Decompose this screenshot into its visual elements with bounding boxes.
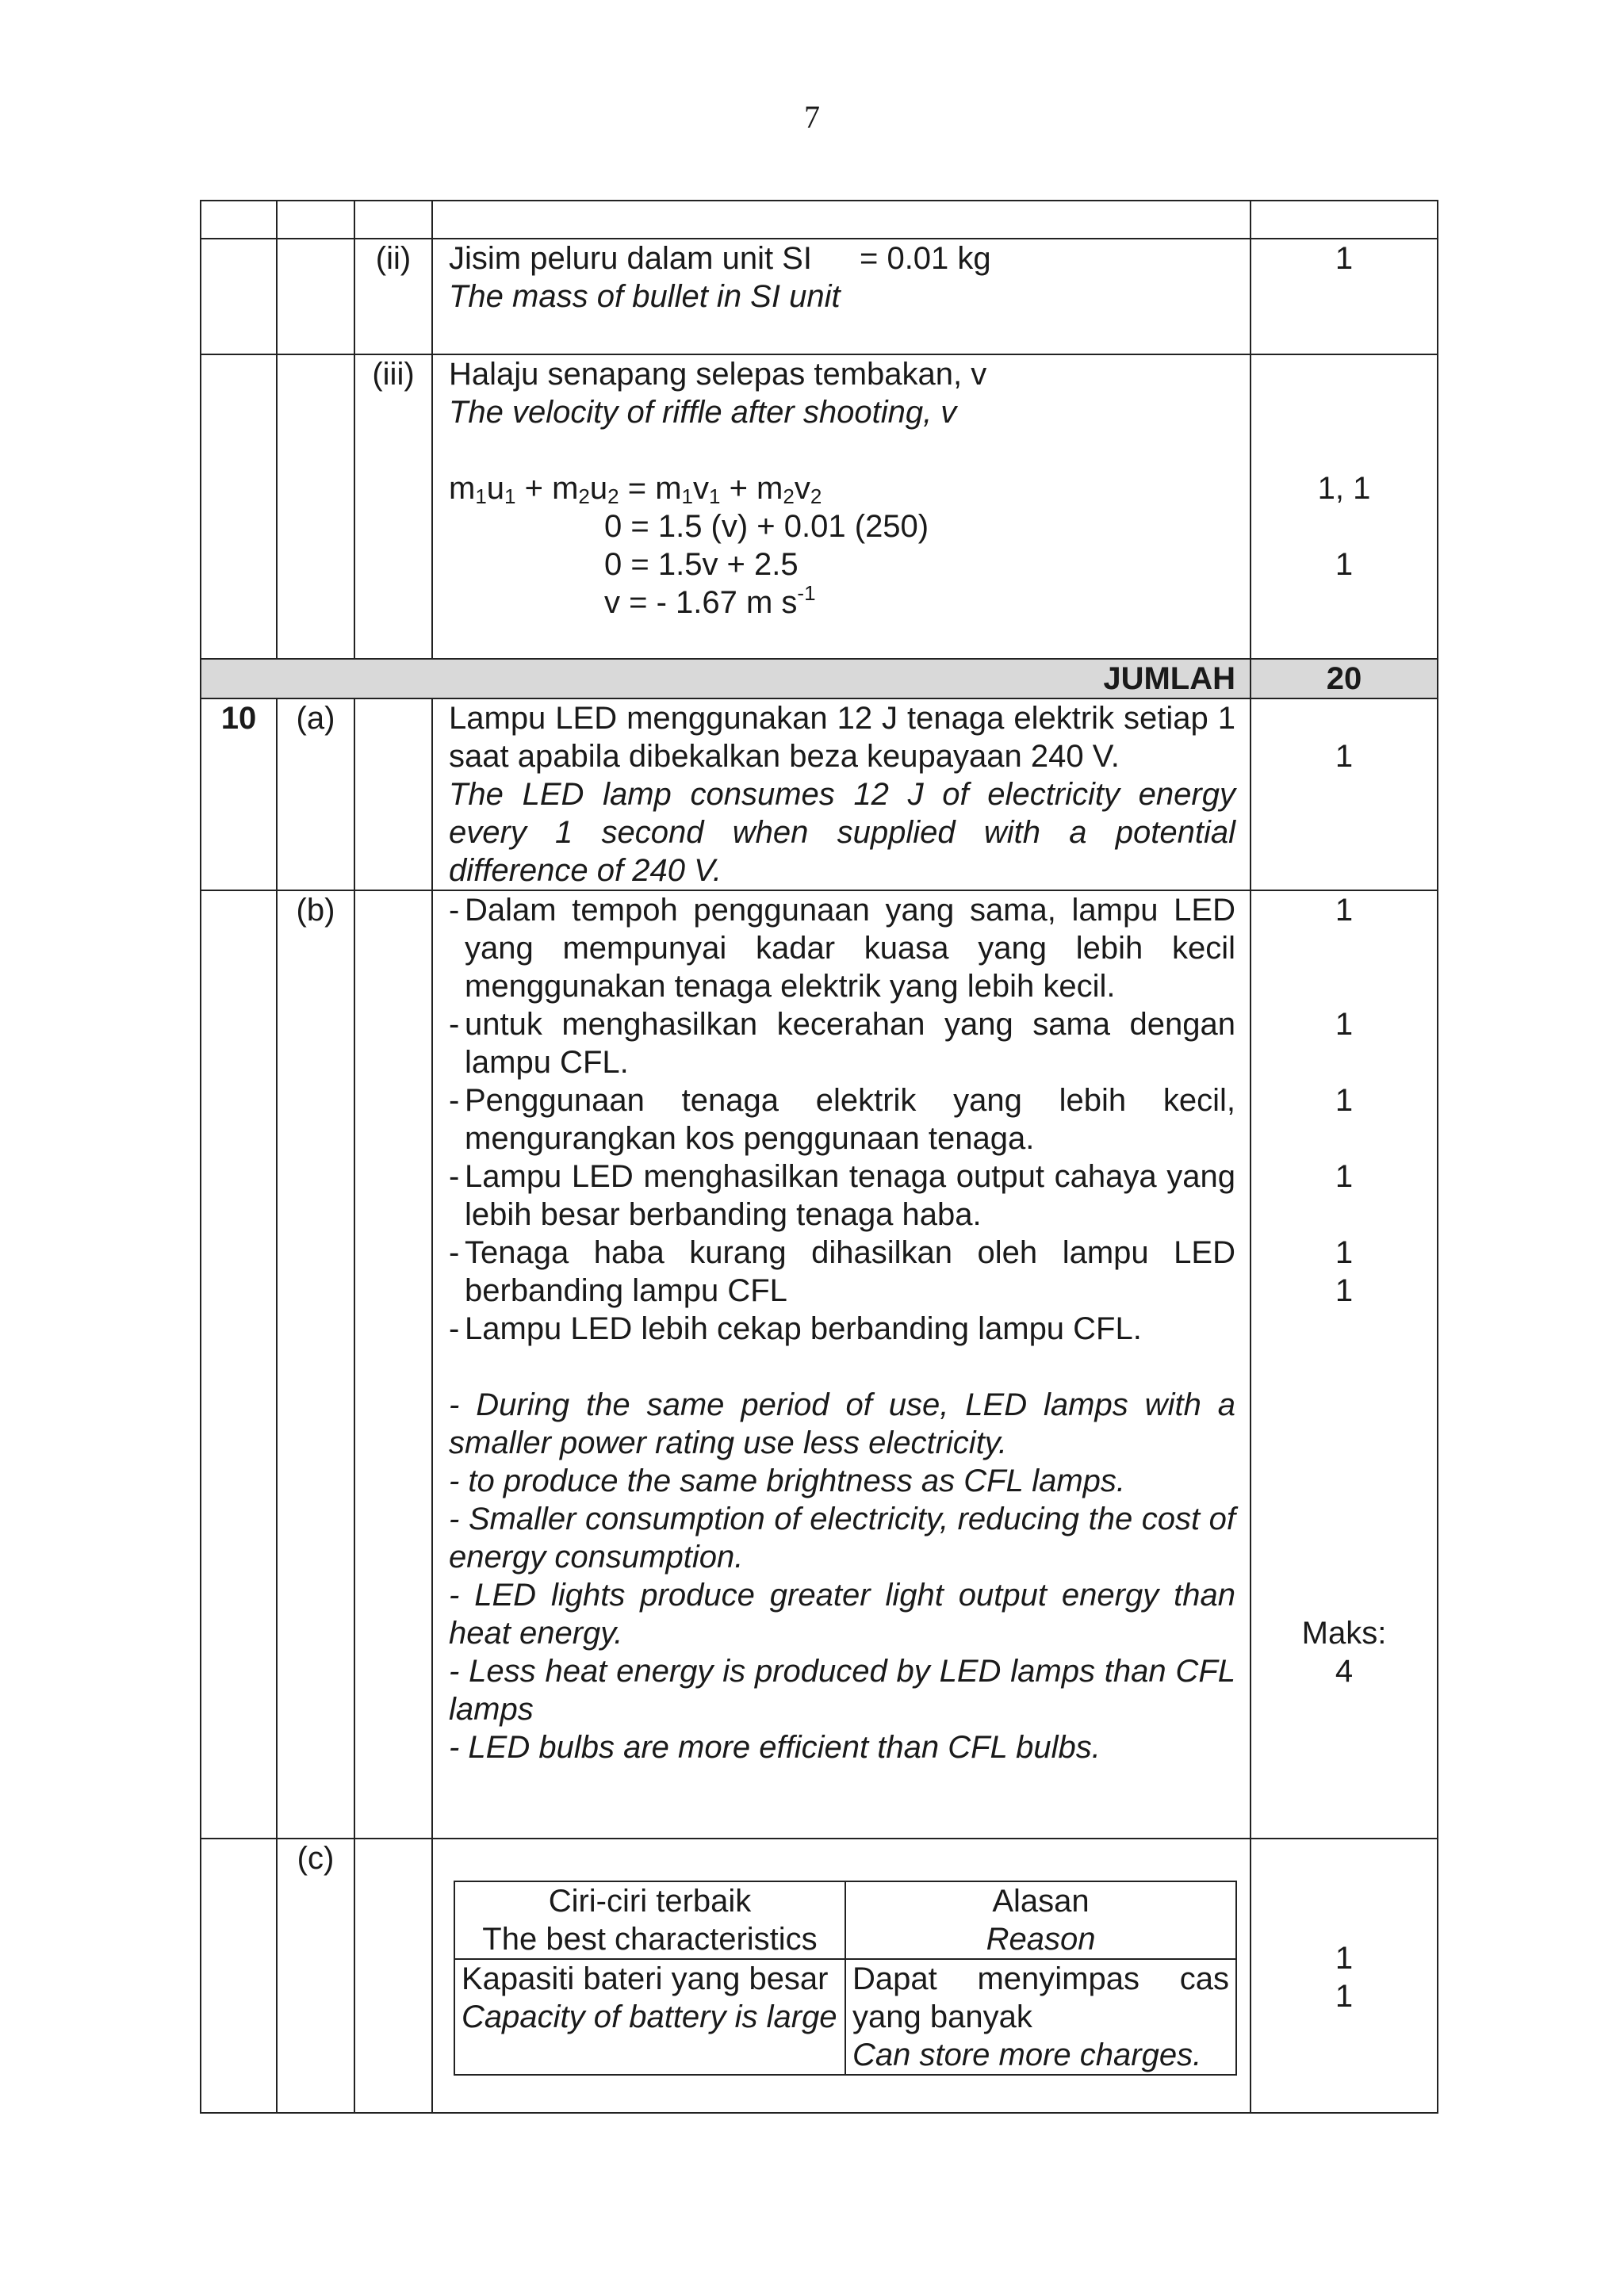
list-item-en: - LED lights produce greater light output energy than heat energy. [449, 1578, 1235, 1651]
row-part-ii [201, 239, 1438, 354]
marking-scheme-table [200, 200, 1438, 2114]
mark-cell: 1 1 [1251, 1839, 1438, 2113]
momentum-equation: $m_1u_1 + m_2u_2 = m_1v_1 + m_2v_2$ [449, 471, 822, 508]
list-item: - Lampu LED lebih cekap berbanding lampu CFL. [449, 1311, 1142, 1346]
list-item-en: - LED bulbs are more efficient than CFL bulbs. [449, 1730, 1101, 1765]
max-label: Maks: [1301, 1616, 1387, 1651]
question-number: 10 [201, 698, 277, 890]
list-item: - untuk menghasilkan kecerahan yang sama dengan lampu CFL. [449, 1007, 1235, 1080]
inner-header-row: Ciri-ciri terbaik The best characteristics Alasan Reason [454, 1881, 1236, 1959]
answer-cell [432, 1839, 1251, 2113]
row-q10c [201, 1839, 1438, 2113]
list-item: - Tenaga haba kurang dihasilkan oleh lampu LED berbanding lampu CFL [449, 1235, 1235, 1308]
list-item: - Penggunaan tenaga elektrik yang lebih kecil, mengurangkan kos penggunaan tenaga. [449, 1083, 1235, 1156]
equation-line: 0 = 1.5v + 2.5 [604, 547, 799, 582]
part-label: (a) [277, 698, 354, 890]
mark-cell: 1 [1251, 698, 1438, 890]
list-item-en: - During the same period of use, LED lamps with a smaller power rating use less electricity. [449, 1387, 1235, 1460]
list-item-en: - Less heat energy is produced by LED lamps than CFL lamps [449, 1654, 1235, 1727]
list-item-en: - to produce the same brightness as CFL lamps. [449, 1464, 1126, 1498]
row-q10b [201, 890, 1438, 1839]
equation-line: 0 = 1.5 (v) + 0.01 (250) [604, 509, 929, 544]
answer-cell: Halaju senapang selepas tembakan, v The velocity of riffle after shooting, v $m_1u_1 + m_2u_2 = m_1v_1 + m_2v_2$ 0 = 1.5 (v) + 0.01 (250) 0 = 1.5v + 2.5 v = - 1.67 m $s^{-1}$ [432, 354, 1251, 659]
total-row [201, 659, 1438, 698]
mark-cell: 1 1 1 1 1 1 Maks: 4 [1251, 890, 1438, 1839]
mark-cell: 1 [1251, 239, 1438, 354]
characteristics-table [454, 1881, 1237, 2076]
total-value: 20 [1251, 659, 1438, 698]
blank-header-row [201, 201, 1438, 239]
list-item: - Dalam tempoh penggunaan yang sama, lampu LED yang mempunyai kadar kuasa yang lebih kecil menggunakan tenaga elektrik yang lebih kecil. [449, 893, 1235, 1004]
total-label: JUMLAH [201, 659, 1251, 698]
inner-data-row: Kapasiti bateri yang besar Capacity of battery is large Dapat menyimpas cas yang banyak Can store more charges. [454, 1959, 1236, 2075]
page-number: 7 [804, 99, 820, 135]
list-item-en: - Smaller consumption of electricity, reducing the cost of energy consumption. [449, 1502, 1235, 1575]
part-label: (c) [277, 1839, 354, 2113]
list-item: - Lampu LED menghasilkan tenaga output cahaya yang lebih besar berbanding tenaga haba. [449, 1159, 1235, 1232]
equation-line: v = - 1.67 m $s^{-1}$ [604, 581, 816, 620]
subpart-label: (ii) [354, 239, 432, 354]
row-q10a [201, 698, 1438, 890]
answer-cell: Jisim peluru dalam unit SI = 0.01 kg The mass of bullet in SI unit [432, 239, 1251, 354]
max-value: 4 [1335, 1654, 1354, 1689]
row-part-iii [201, 354, 1438, 659]
subpart-label: (iii) [354, 354, 432, 659]
mark-cell: 1, 1 1 [1251, 354, 1438, 659]
answer-cell [432, 890, 1251, 1839]
answer-cell: Lampu LED menggunakan 12 J tenaga elektrik setiap 1 saat apabila dibekalkan beza keupayaan 240 V. The LED lamp consumes 12 J of electricity energy every 1 second when supplied with a potential difference of 240 V. [432, 698, 1251, 890]
part-label: (b) [277, 890, 354, 1839]
